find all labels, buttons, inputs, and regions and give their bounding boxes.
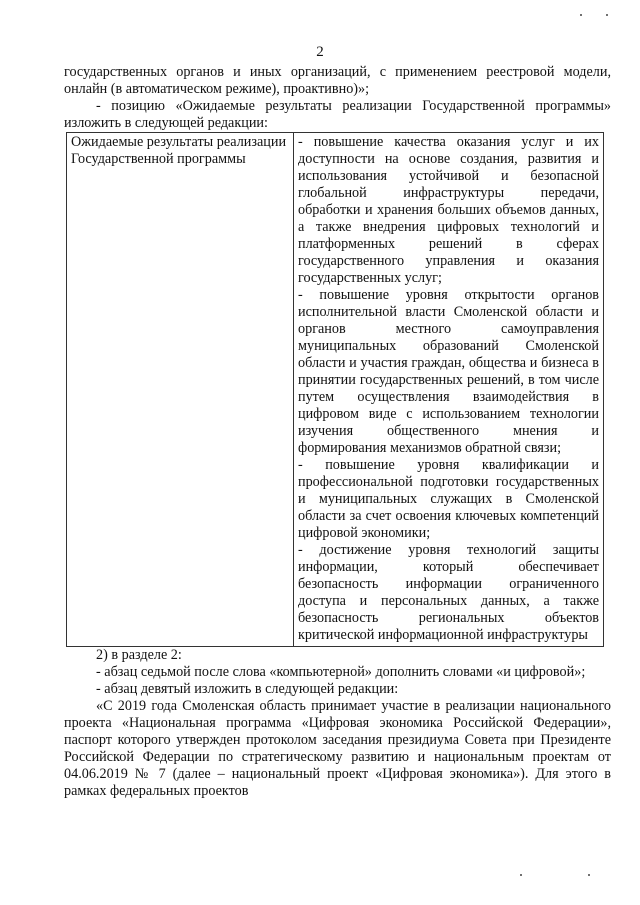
result-item: - повышение уровня квалификации и профессиональной подготовки государственных и муниципальных служащих в Смоленской области за счет освоения ключевых компетенций цифровой экономики; xyxy=(298,457,599,541)
table-row xyxy=(67,133,604,647)
table-label-cell: Ожидаемые результаты реализации Государственной программы xyxy=(67,133,294,647)
section-heading: 2) в разделе 2: xyxy=(96,647,182,663)
instruction-paragraph: - позицию «Ожидаемые результаты реализации Государственной программы» изложить в следующей редакции: xyxy=(64,98,611,131)
program-table xyxy=(66,132,604,647)
scan-speck xyxy=(520,874,522,876)
result-item: - повышение качества оказания услуг и их доступности на основе создания, развития и использования устойчивой и безопасной глобальной инфраструктуры передачи, обработки и хранения больших объемов данных, а также внедрения цифровых технологий и платформенных решений в сферах государственного управления и оказания государственных услуг; xyxy=(298,134,599,286)
table-results-cell xyxy=(294,133,604,647)
intro-paragraph: государственных органов и иных организаций, с применением реестровой модели, онлайн (в автоматическом режиме), проактивно)»; xyxy=(64,64,611,97)
quoted-paragraph: «С 2019 года Смоленская область принимает участие в реализации национального проекта «Национальная программа «Цифровая экономика Российской Федерации», паспорт которого утвержден протоколом заседания президиума Совета при Президенте Российской Федерации по стратегическому развитию и национальным проектам от 04.06.2019 № 7 (далее – национальный проект «Цифровая экономика»). Для этого в рамках федеральных проектов xyxy=(64,698,611,799)
amendment-item: - абзац седьмой после слова «компьютерной» дополнить словами «и цифровой»; xyxy=(96,664,586,680)
page-number: 2 xyxy=(316,44,324,60)
result-item: - достижение уровня технологий защиты информации, который обеспечивает безопасность информации ограниченного доступа и персональных данных, а также безопасность региональных объектов критической информационной инфраструктуры xyxy=(298,542,599,643)
document-body xyxy=(64,64,611,800)
amendment-item: - абзац девятый изложить в следующей редакции: xyxy=(96,681,399,697)
result-item: - повышение уровня открытости органов исполнительной власти Смоленской области и органов местного самоуправления муниципальных образований Смоленской области и участия граждан, общества и бизнеса в принятии государственных решений, в том числе путем осуществления взаимодействия в цифровом виде с использованием технологии изучения общественного мнения и формирования механизмов обратной связи; xyxy=(298,287,599,456)
scan-speck xyxy=(580,14,582,16)
scan-speck xyxy=(588,874,590,876)
scan-speck xyxy=(606,14,608,16)
